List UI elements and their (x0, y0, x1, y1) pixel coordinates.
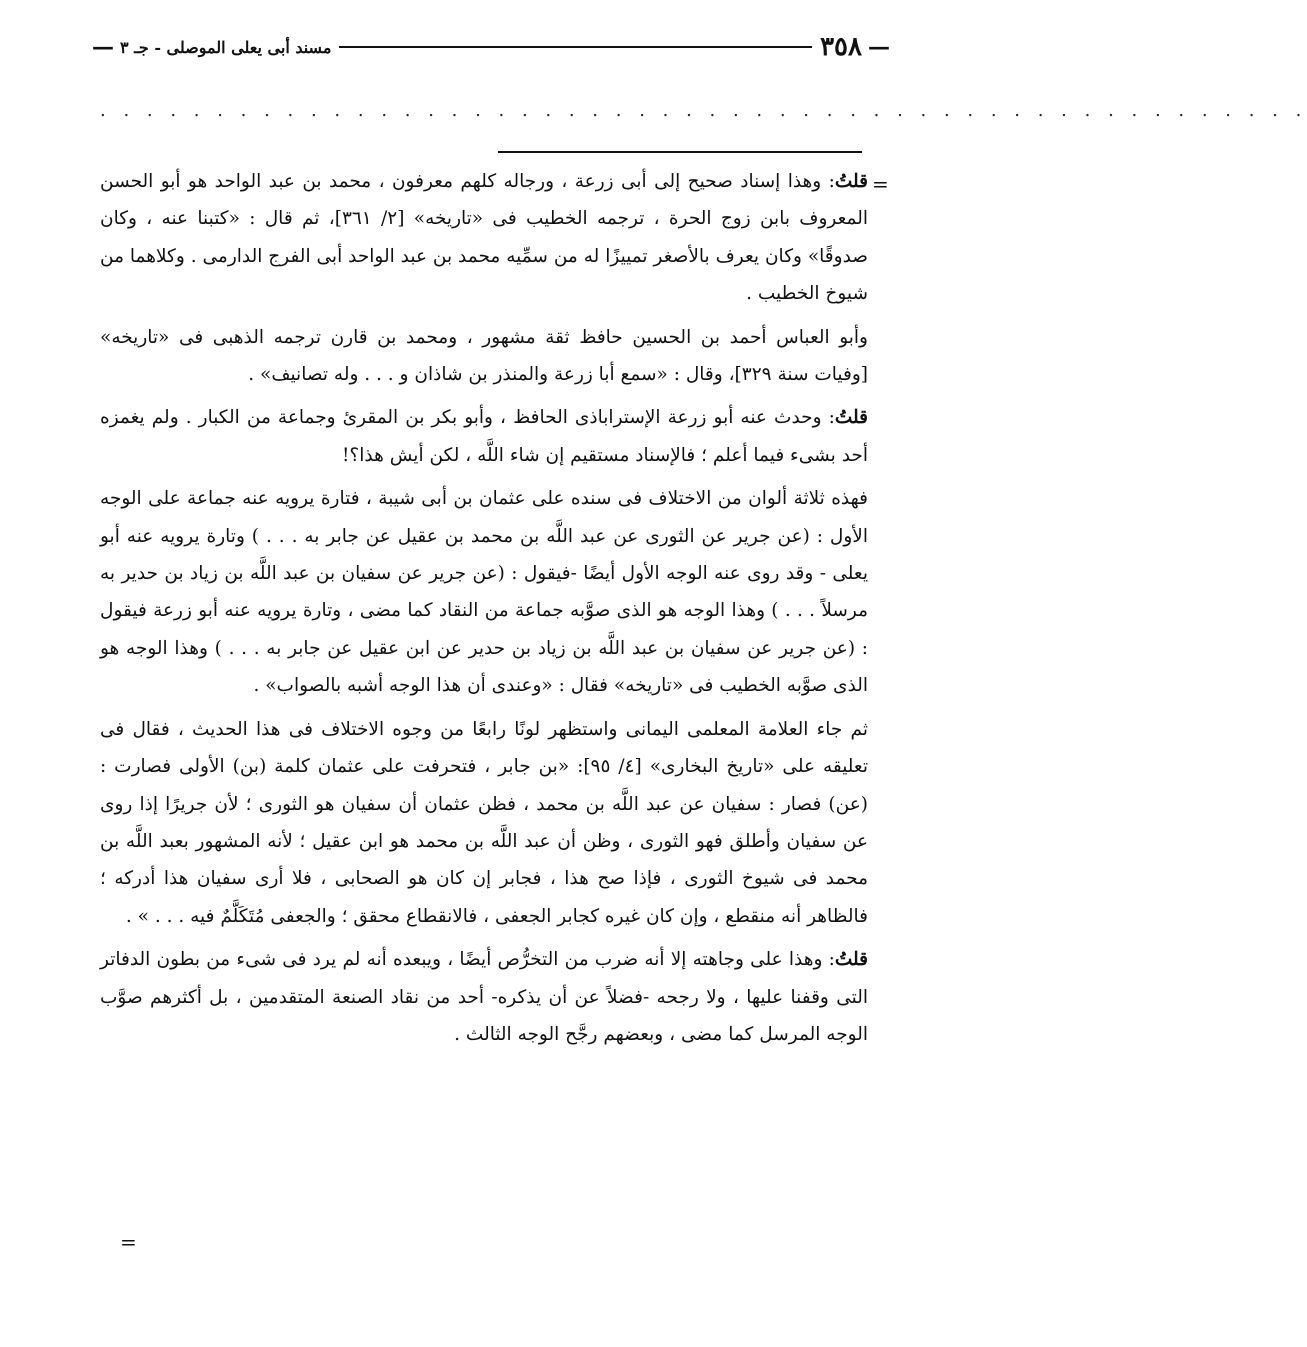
header-rule (339, 46, 812, 48)
page-header (86, 30, 896, 64)
paragraph (100, 711, 868, 935)
paragraph-lead: قلتُ (834, 171, 868, 192)
dotted-separator: . . . . . . . . . . . . . . . . . . . . . . . . . . . . . . . . . . . . . . . . . . . . . . . . . . . . (100, 100, 1307, 121)
paragraph (100, 480, 868, 704)
paragraph-lead: قلتُ (834, 407, 868, 429)
paragraph-text: : وحدث عنه أبو زرعة الإستراباذى الحافظ ، وأبو بكر بن المقرئ وجماعة من الكبار . ولم يغمزه أحد بشىء فيما أعلم ؛ فالإسناد مستقيم إن شاء اللَّه ، لكن أيش هذا؟! (100, 407, 868, 466)
paragraph-text: : وهذا على وجاهته إلا أنه ضرب من التخرُّص أيضًا ، ويبعده أنه لم يرد فى شىء من بطون الدفاتر التى وقفنا عليها ، ولا رجحه -فضلاً عن أن يذكره- أحد من نقاد الصنعة المتقدمين ، بل أكثرهم صوَّب الوجه المرسل كما مضى ، وبعضهم رجَّح الوجه الثالث . (100, 949, 868, 1045)
page-number: ٣٥٨ (820, 32, 862, 62)
book-title: مسند أبى يعلى الموصلى - جـ ٣ (120, 37, 332, 57)
footnote-rule (498, 151, 862, 153)
paragraph (100, 399, 868, 474)
paragraph-text: ثم جاء العلامة المعلمى اليمانى واستظهر لونًا رابعًا من وجوه الاختلاف فى هذا الحديث ، فقال فى تعليقه على «تاريخ البخارى» [٤/ ٩٥]: «بن جابر ، فتحرفت على عثمان كلمة (بن) الأولى فصارت : (عن) فصار : سفيان عن عبد اللَّه بن محمد ، فظن عثمان أن سفيان هو الثورى ؛ لأن جريرًا إذا روى عن سفيان وأطلق فهو الثورى ، وظن أن عبد اللَّه بن محمد هو ابن عقيل ؛ لأنه المشهور بعبد اللَّه بن محمد فى شيوخ الثورى ، فإذا صح هذا ، فجابر إن كان هو الصحابى ، فلا أرى سفيان هذا أدركه ؛ فالظاهر أنه منقطع ، وإن كان غيره كجابر الجعفى ، فالانقطاع محقق ؛ والجعفى مُتَكَلَّمٌ فيه . . . » . (100, 718, 868, 927)
body-text (100, 163, 868, 1059)
paragraph (100, 941, 868, 1053)
paragraph-text: وأبو العباس أحمد بن الحسين حافظ ثقة مشهور ، ومحمد بن قارن ترجمه الذهبى فى «تاريخه» [وفيات سنة ٣٢٩]، وقال : «سمع أبا زرعة والمنذر بن شاذان و . . . وله تصانيف» . (100, 326, 868, 386)
header-dash-right: — (868, 34, 890, 60)
paragraph-lead: قلتُ (834, 949, 868, 971)
paragraph-text: : وهذا إسناد صحيح إلى أبى زرعة ، ورجاله كلهم معرفون ، محمد بن عبد الواحد هو أبو الحسن المعروف بابن زوج الحرة ، ترجمه الخطيب فى «تاريخه» [٢/ ٣٦١]، ثم قال : «كتبنا عنه ، وكان صدوقًا» وكان يعرف بالأصغر تمييزًا له من سمِّيه محمد بن عبد الواحد أبى الفرج الدارمى . وكلاهما من شيوخ الخطيب . (100, 171, 869, 305)
paragraph-text: فهذه ثلاثة ألوان من الاختلاف فى سنده على عثمان بن أبى شيبة ، فتارة يرويه عنه جماعة على الوجه الأول : (عن جرير عن الثورى عن عبد اللَّه بن محمد بن عقيل عن جابر به . . . ) وتارة يرويه عنه أبو يعلى - وقد روى عنه الوجه الأول أيضًا -فيقول : (عن جرير عن سفيان بن عبد اللَّه بن زياد بن حدير به مرسلاً . . . ) وهذا الوجه هو الذى صوَّبه جماعة من النقاد كما مضى ، وتارة يرويه عنه أبو زرعة فيقول : (عن جرير عن سفيان بن عبد اللَّه بن زياد بن حدير عن ابن عقيل عن جابر به . . . ) وهذا الوجه هو الذى صوَّبه الخطيب فى «تاريخه» فقال : «وعندى أن هذا الوجه أشبه بالصواب» . (100, 488, 868, 697)
paragraph (100, 163, 868, 313)
header-dash-left: — (92, 34, 114, 60)
continuation-mark-start: = (872, 172, 889, 196)
continuation-mark-end: = (120, 1230, 137, 1254)
paragraph (100, 319, 868, 394)
